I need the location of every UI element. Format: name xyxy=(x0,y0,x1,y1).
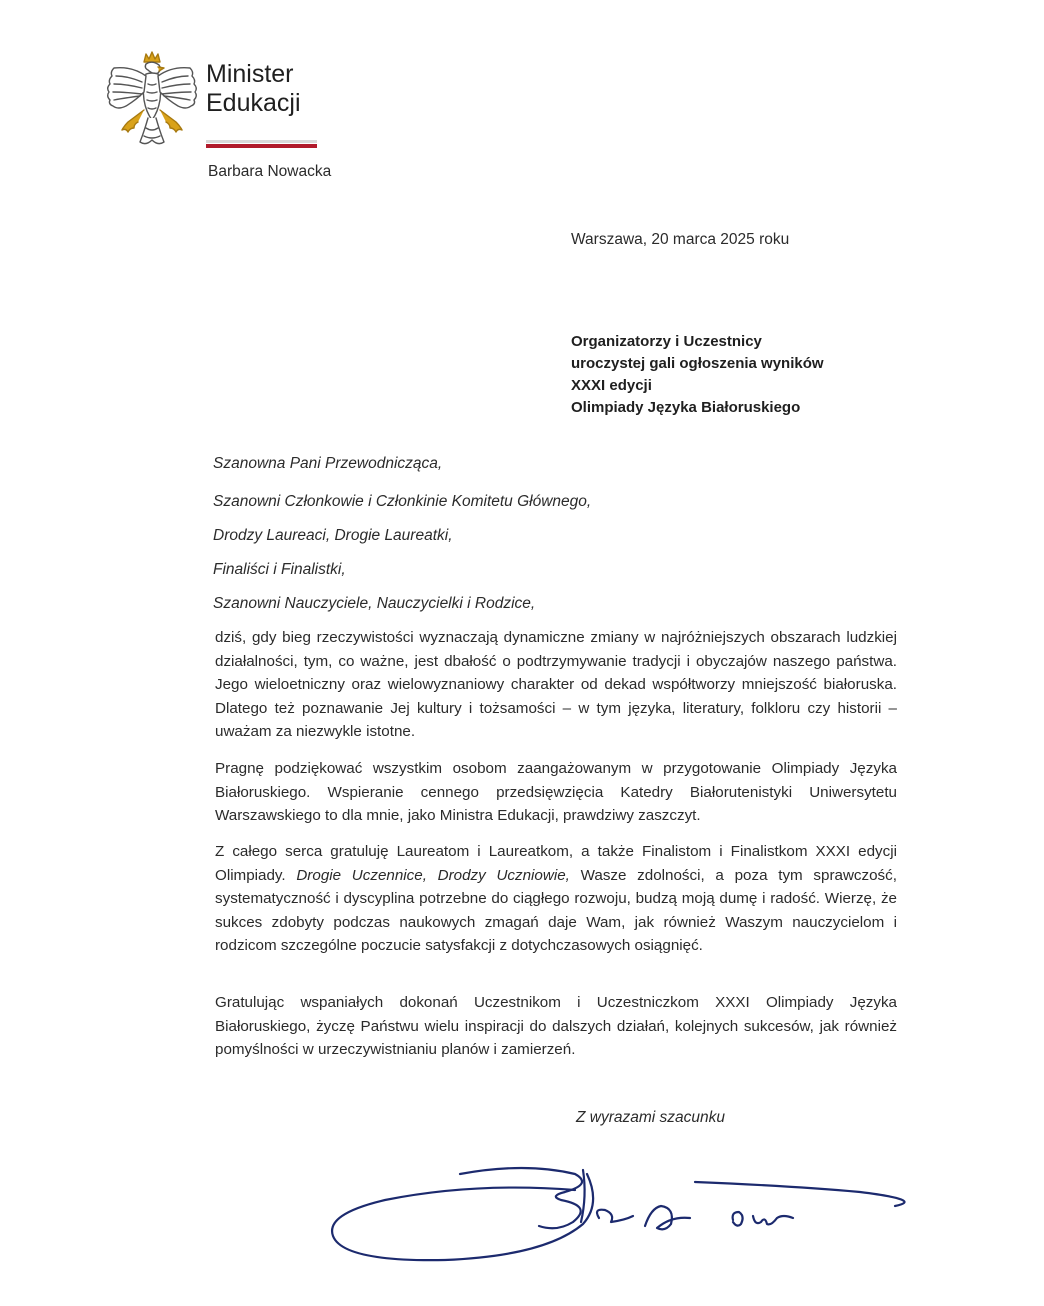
body-paragraph-3 xyxy=(215,840,897,958)
paragraph-3-part-c: Wasze zdolności, a poza tym sprawczość, systematyczność i dyscyplina potrzebne do ciągłego rozwoju, budzą moją dumę i radość. Wierzę, że sukces zdobyty podczas naukowych zmagań daje Wam, jak również Waszym nauczycielom i rodzicom szczególne poczucie satysfakcji z dotychczasowych osiągnięć. xyxy=(215,866,897,955)
salutation-line: Finaliści i Finalistki, xyxy=(213,561,346,578)
salutation-line: Drodzy Laureaci, Drogie Laureatki, xyxy=(213,527,453,544)
body-paragraph-2: Pragnę podziękować wszystkim osobom zaangażowanym w przygotowanie Olimpiady Języka Białoruskiego. Wspieranie cennego przedsięwzięcia Katedry Białorutenistyki Uniwersytetu Warszawskiego to dla mnie, jako Ministra Edukacji, prawdziwy zaszczyt. xyxy=(215,760,897,825)
flag-bar-red xyxy=(206,144,317,148)
salutation-line: Szanowni Członkowie i Członkinie Komitetu Głównego, xyxy=(213,493,592,510)
addressee-block xyxy=(571,331,824,419)
flag-bar-white xyxy=(206,140,317,143)
body-paragraph-1: dziś, gdy bieg rzeczywistości wyznaczają dynamiczne zmiany w najróżniejszych obszarach ludzkiej działalności, tym, co ważne, jest dbałość o podtrzymywanie tradycji i obyczajów naszego państwa. Jego wieloetniczny oraz wielowyznaniowy charakter od dekad współtworzy mniejszość białoruska. Dlatego też poznawanie Jej kultury i tożsamości – w tym języka, literatury, folkloru czy historii – uważam za niezwykle istotne. xyxy=(215,629,897,741)
minister-name: Barbara Nowacka xyxy=(208,163,332,180)
addressee-line: uroczystej gali ogłoszenia wyników xyxy=(571,355,824,372)
paragraph-3-part-a: Z całego serca gratuluję Laureatom i Laureatkom, a także Finalistom i Finalistkom XXXI edycji Olimpiady. xyxy=(215,843,897,884)
paragraph-3-italic: Drogie Uczennice, Drodzy Uczniowie, xyxy=(296,866,570,884)
addressee-line: Organizatorzy i Uczestnicy xyxy=(571,333,762,350)
institution-line-2: Edukacji xyxy=(206,89,301,117)
polish-eagle-icon xyxy=(104,50,200,154)
addressee-line: Olimpiady Języka Białoruskiego xyxy=(571,399,801,416)
body-paragraph-4: Gratulując wspaniałych dokonań Uczestnikom i Uczestniczkom XXXI Olimpiady Języka Białoruskiego, życzę Państwu wielu inspiracji do dalszych działań, kolejnych sukcesów, jak również pomyślności w urzeczywistnianiu planów i zamierzeń. xyxy=(215,994,897,1059)
salutation-line: Szanowni Nauczyciele, Nauczycielki i Rodzice, xyxy=(213,595,536,612)
salutation-line: Szanowna Pani Przewodnicząca, xyxy=(213,455,443,472)
institution-line-1: Minister xyxy=(206,60,294,88)
institution-name xyxy=(206,60,301,118)
addressee-line: XXXI edycji xyxy=(571,377,652,394)
signature-icon xyxy=(325,1152,925,1277)
closing-line: Z wyrazami szacunku xyxy=(576,1109,726,1126)
date-line: Warszawa, 20 marca 2025 roku xyxy=(571,231,790,248)
